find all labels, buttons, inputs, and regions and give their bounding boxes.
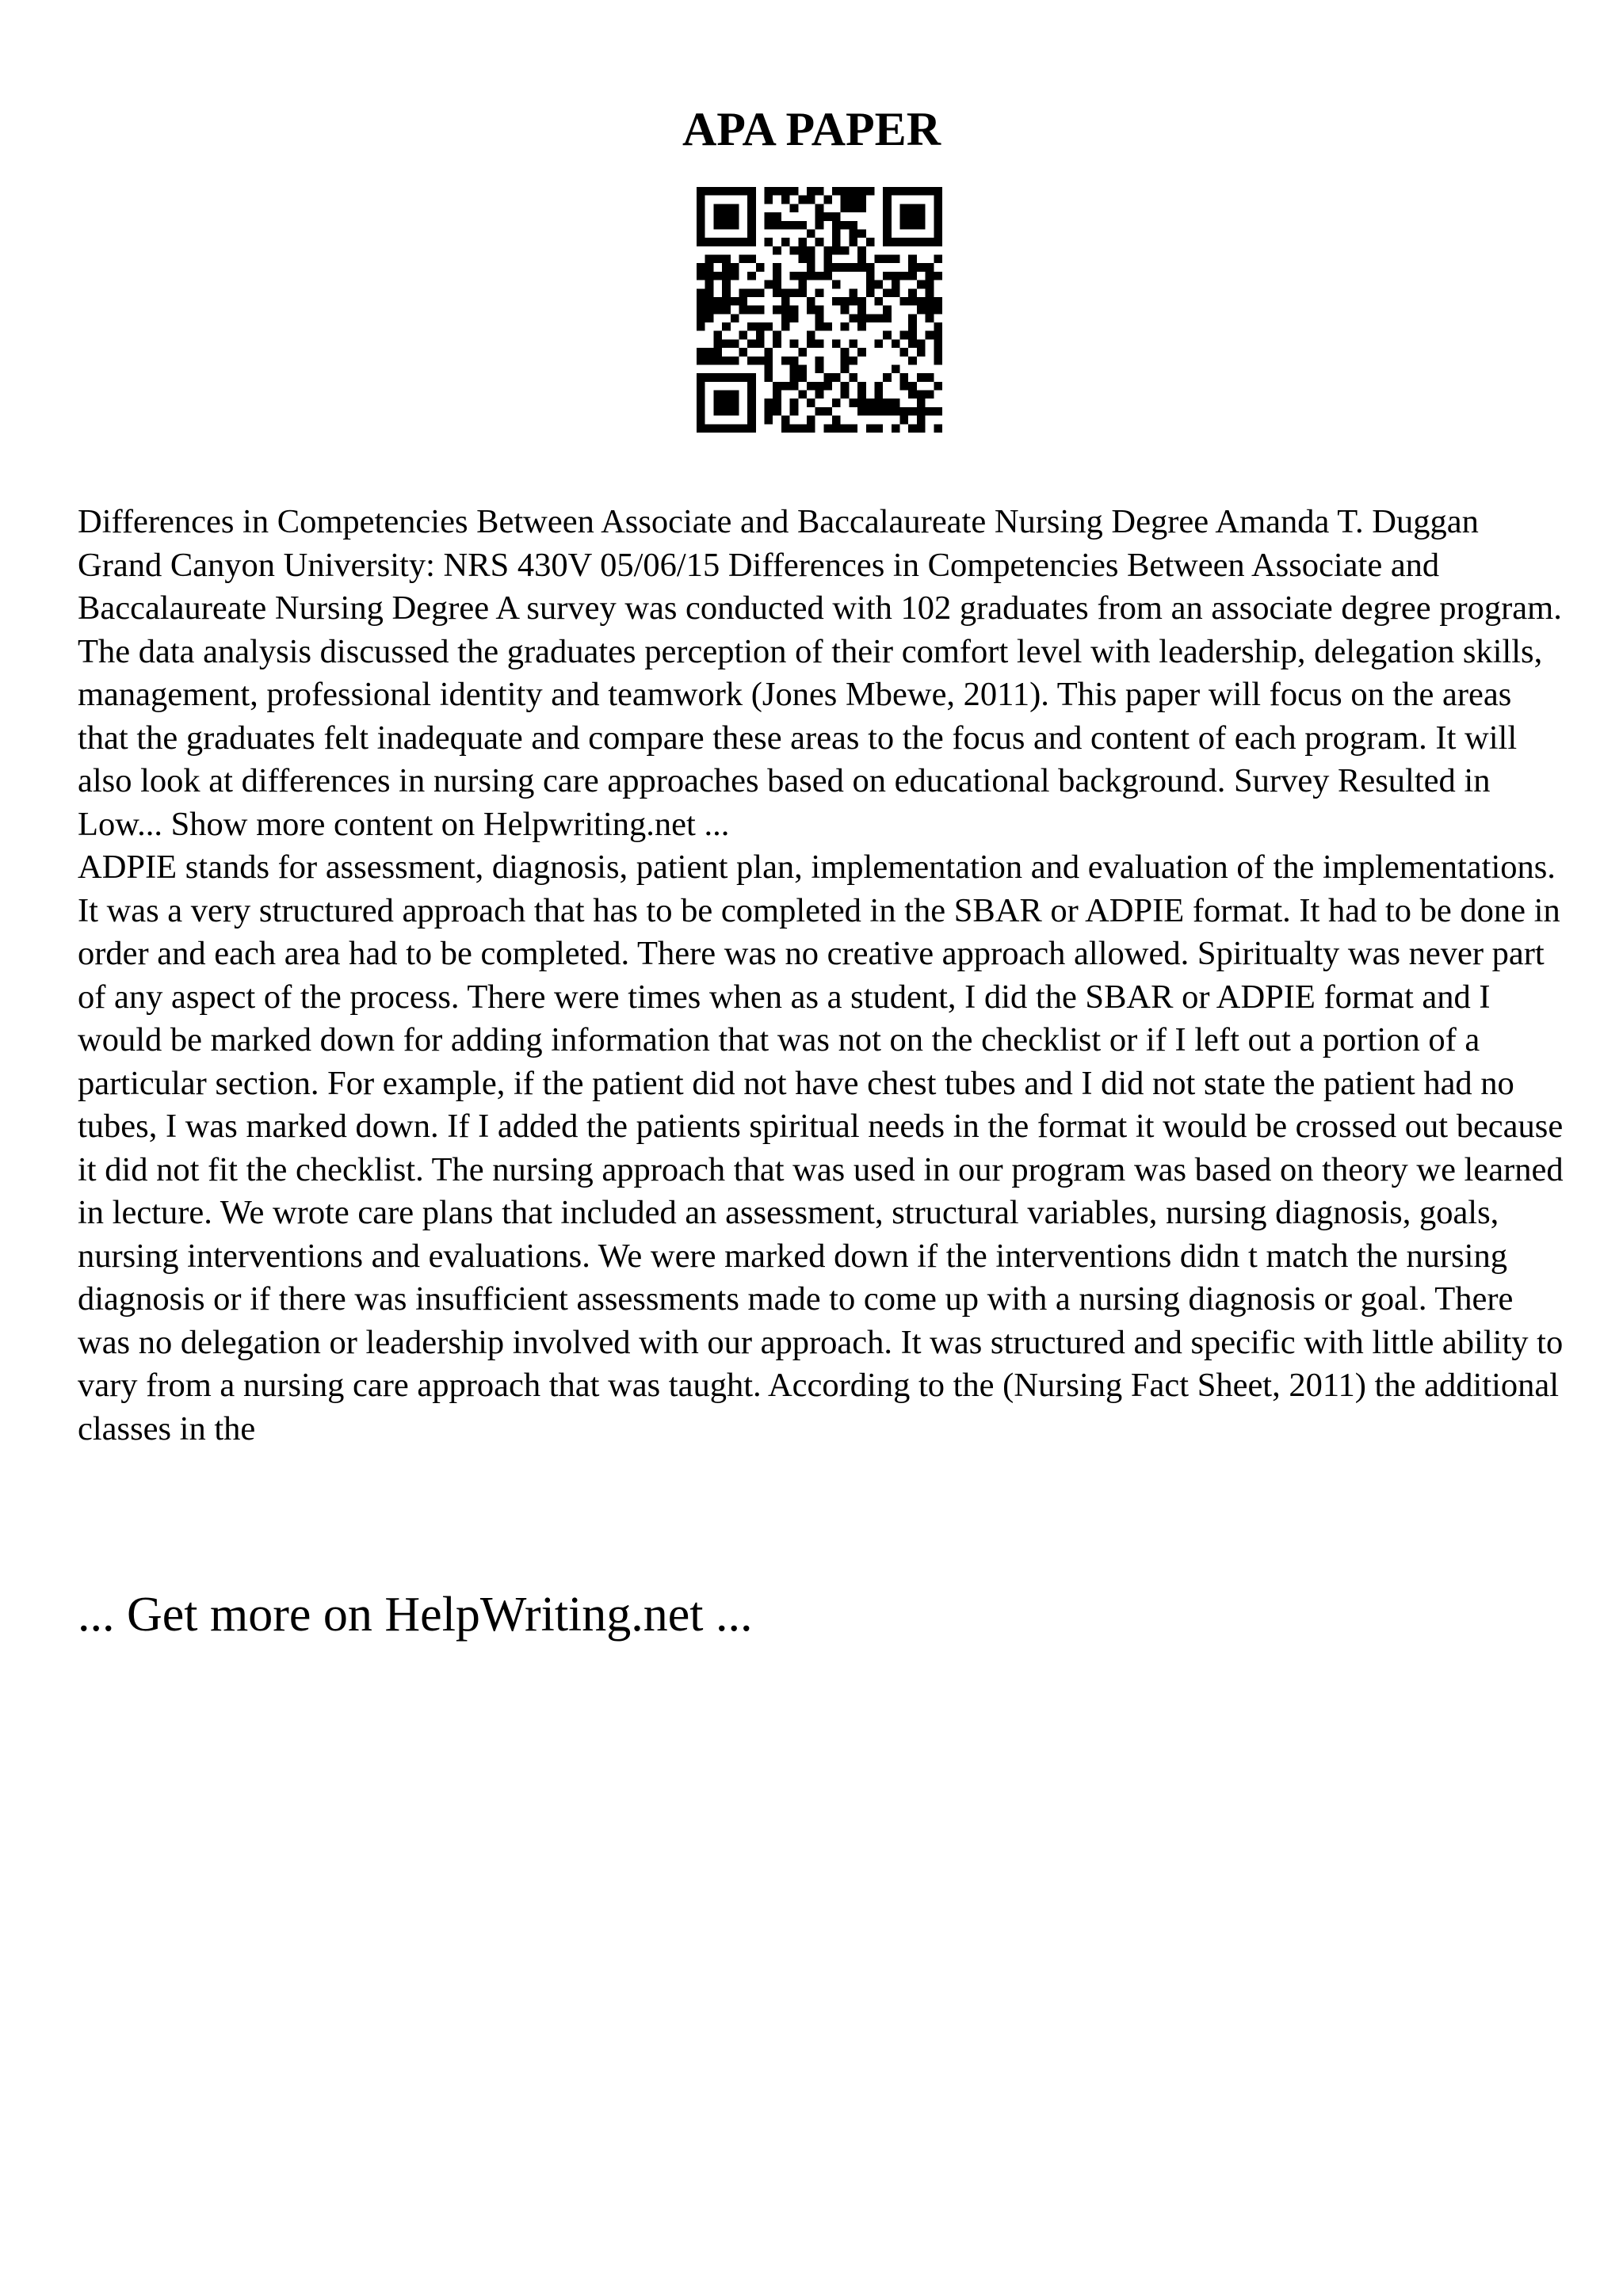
paragraph-adpie: ADPIE stands for assessment, diagnosis, patient plan, implementation and evaluation of the implementations. It was a very structured approach that has to be completed in the SBAR or ADPIE format. It had to be done in order and each area had to be completed. There was no creative approach allowed. Spiritualty was never part of any aspect of the process. There were times when as a student, I did the SBAR or ADPIE format and I would be marked down for adding information that was not on the checklist or if I left out a portion of a particular section. For example, if the patient did not have chest tubes and I did not state the patient had no tubes, I was marked down. If I added the patients spiritual needs in the format it would be crossed out because it did not fit the checklist. The nursing approach that was used in our program was based on theory we learned in lecture. We wrote care plans that included an assessment, structural variables, nursing diagnosis, goals, nursing interventions and evaluations. We were marked down if the interventions didn t match the nursing diagnosis or if there was insufficient assessments made to come up with a nursing diagnosis or goal. There was no delegation or leadership involved with our approach. It was structured and specific with little ability to vary from a nursing care approach that was taught. According to the (Nursing Fact Sheet, 2011) the additional classes in the [78, 849, 1564, 1447]
document-body [78, 501, 1569, 1451]
page-title: APA PAPER [682, 103, 941, 155]
get-more-link[interactable]: ... Get more on HelpWriting.net ... [78, 1588, 753, 1642]
paragraph-intro: Differences in Competencies Between Associate and Baccalaureate Nursing Degree Amanda T. Duggan Grand Canyon University: NRS 430V 05/06/15 Differences in Competencies Between Associate and Baccalaureate Nursing Degree A survey was conducted with 102 graduates from an associate degree program. The data analysis discussed the graduates perception of their comfort level with leadership, delegation skills, management, professional identity and teamwork (Jones Mbewe, 2011). This paper will focus on the areas that the graduates felt inadequate and compare these areas to the focus and content of each program. It will also look at differences in nursing care approaches based on educational background. Survey Resulted in Low... Show more content on Helpwriting.net ... [78, 503, 1562, 843]
qr-code-graphic [697, 187, 942, 433]
qr-code [697, 187, 942, 433]
